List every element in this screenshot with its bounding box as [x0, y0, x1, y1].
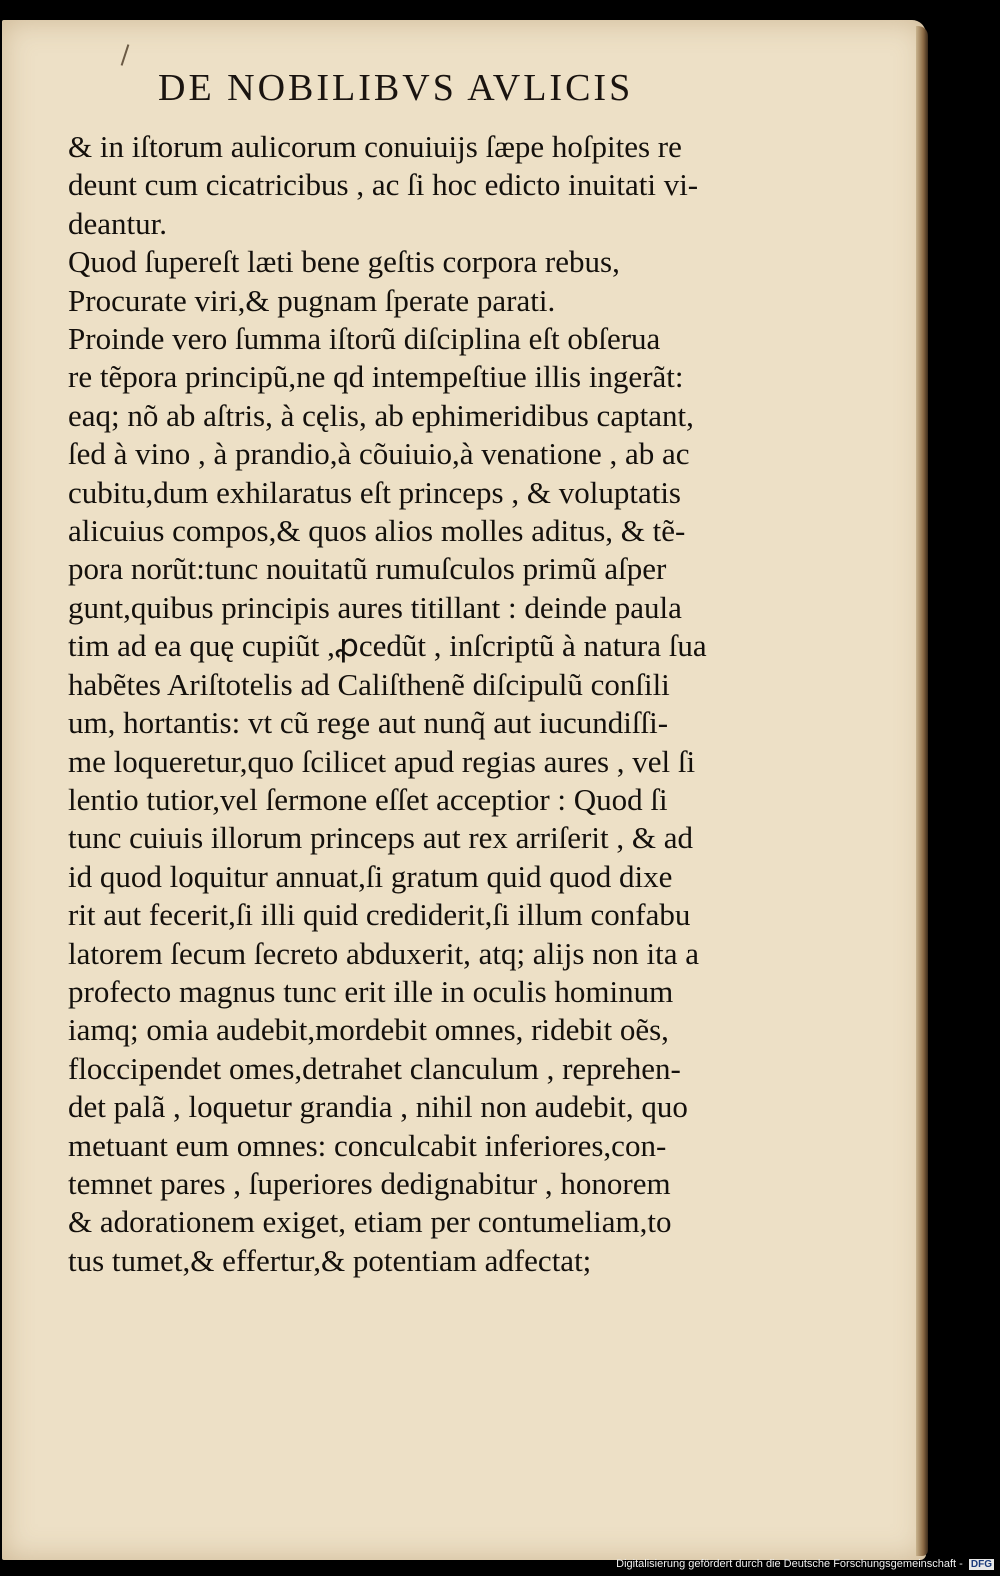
text-line: rit aut fecerit,ſi illi quid crediderit,ſi illum confabu [68, 897, 691, 933]
text-line: re tẽpora principũ,ne qd intempeſtiue illis ingerãt: [68, 359, 684, 395]
text-line: Quod ſupereſt læti bene geſtis corpora rebus, [68, 244, 620, 280]
text-line: profecto magnus tunc erit ille in oculis hominum [68, 973, 674, 1009]
text-line: metuant eum omnes: conculcabit inferiores,con- [68, 1127, 667, 1163]
footer-credit [604, 1558, 994, 1574]
text-line: ſed à vino , à prandio,à cõuiuio,à venatione , ab ac [68, 436, 690, 472]
text-line: Procurate viri,& pugnam ſperate parati. [68, 282, 556, 318]
text-line: latorem ſecum ſecreto abduxerit, atq; alijs non ita a [68, 935, 699, 971]
text-line: me loqueretur,quo ſcilicet apud regias aures , vel ſi [68, 743, 696, 779]
text-line: pora norũt:tunc nouitatũ rumuſculos primũ aſper [68, 551, 667, 587]
text-line: iamq; omia audebit,mordebit omnes, ridebit oẽs, [68, 1012, 669, 1048]
text-line: eaq; nõ ab aſtris, à cęlis, ab ephimeridibus captant, [68, 397, 694, 433]
text-line: alicuius compos,& quos alios molles aditus, & tẽ- [68, 513, 686, 549]
text-line: habẽtes Ariſtotelis ad Caliſthenẽ diſcipulũ conſili [68, 666, 670, 702]
body-text [68, 128, 798, 1280]
page-edge [916, 26, 928, 1556]
text-line: & adorationem exiget, etiam per contumeliam,to [68, 1204, 672, 1240]
text-line: deantur. [68, 205, 167, 241]
dfg-logo: DFG [970, 1559, 992, 1570]
text-line: gunt,quibus principis aures titillant : deinde paula [68, 589, 682, 625]
text-line: cubitu,dum exhilaratus eſt princeps , & voluptatis [68, 474, 681, 510]
text-line: tunc cuiuis illorum princeps aut rex arriſerit , & ad [68, 820, 693, 856]
footer-text: Digitalisierung gefördert durch die Deutsche Forschungsgemeinschaft - [616, 1558, 963, 1570]
running-head: DE NOBILIBVS AVLICIS [158, 67, 634, 109]
text-line: id quod loquitur annuat,ſi gratum quid quod dixe [68, 858, 673, 894]
text-line: tus tumet,& effertur,& potentiam adfectat; [68, 1242, 592, 1278]
text-line: temnet pares , ſuperiores dedignabitur , honorem [68, 1165, 671, 1201]
text-line: deunt cum cicatricibus , ac ſi hoc edicto inuitati vi- [68, 167, 699, 203]
text-line: det palã , loquetur grandia , nihil non audebit, quo [68, 1089, 688, 1125]
text-line: floccipendet omes,detrahet clanculum , reprehen- [68, 1050, 681, 1086]
text-line: lentio tutior,vel ſermone eſſet acceptior : Quod ſi [68, 781, 668, 817]
text-line: um, hortantis: vt cũ rege aut nunq̃ aut iucundiſſi- [68, 705, 669, 741]
text-line: & in iſtorum aulicorum conuiuijs ſæpe hoſpites re [68, 129, 682, 164]
text-line: Proinde vero ſumma iſtorũ diſciplina eſt obſerua [68, 321, 661, 357]
text-line: tim ad ea quę cupiũt ,ꝓcedũt , inſcriptũ à natura ſua [68, 628, 707, 664]
